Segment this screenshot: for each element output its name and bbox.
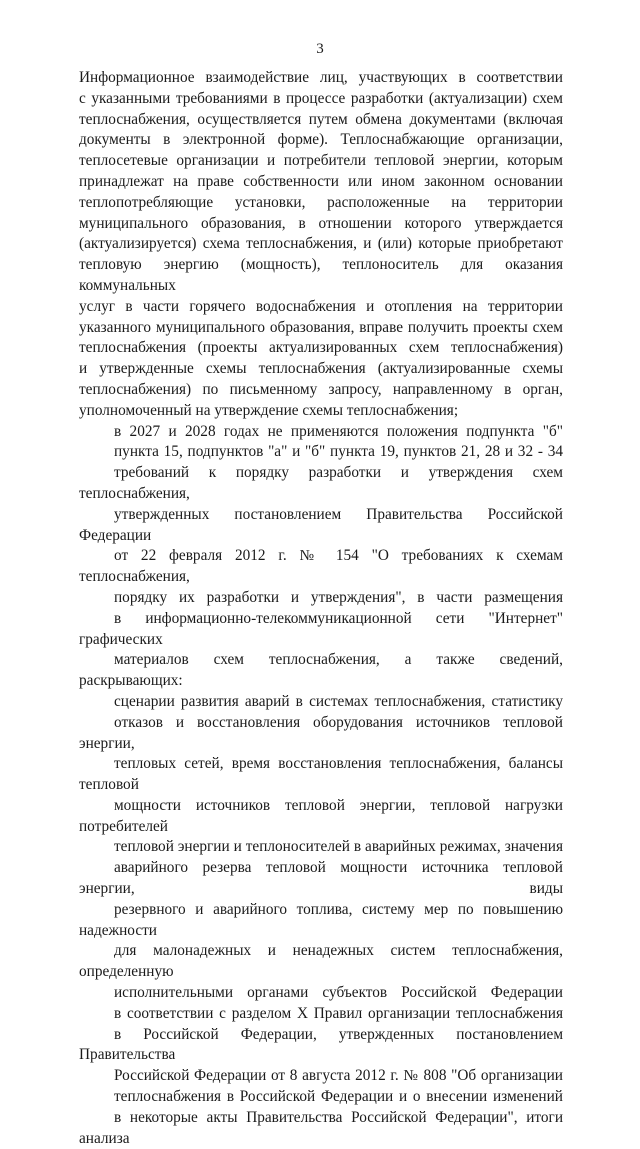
text-line: теплоснабжения, осуществляется путем обмена документами (включая — [79, 110, 563, 128]
text-line: (актуализируется) схема теплоснабжения, и (или) которые приобретают — [79, 235, 563, 253]
text-line: Российской Федерации от 8 августа 2012 г. № 808 "Об организации — [114, 1067, 563, 1085]
text-line: услуг в части горячего водоснабжения и отопления на территории — [79, 297, 563, 315]
text-line: теплоснабжения (проекты актуализированных схем теплоснабжения) — [79, 339, 563, 357]
text-line: и утвержденные схемы теплоснабжения (актуализированные схемы — [79, 360, 563, 378]
text-line: теплосетевые организации и потребители тепловой энергии, которым — [79, 152, 563, 170]
text-line: в 2027 и 2028 годах не применяются положения подпункта "б" — [114, 422, 563, 440]
text-line: в информационно-телекоммуникационной сети "Интернет" графических — [79, 609, 563, 648]
text-line: аварийного резерва тепловой мощности источника тепловой энергии, виды — [79, 859, 563, 898]
text-line: пункта 15, подпунктов "а" и "б" пункта 19, пунктов 21, 28 и 32 - 34 — [114, 443, 563, 461]
text-line: Информационное взаимодействие лиц, участвующих в соответствии — [79, 69, 563, 86]
paragraph-accident-scenarios — [79, 692, 563, 1149]
text-line: мощности источников тепловой энергии, тепловой нагрузки потребителей — [79, 796, 563, 835]
text-line: в некоторые акты Правительства Российской Федерации", итоги анализа — [79, 1108, 563, 1147]
text-line: с указанными требованиями в процессе разработки (актуализации) схем — [79, 89, 563, 107]
text-line: теплопотребляющие установки, расположенные на территории — [79, 193, 563, 211]
page-number: 3 — [316, 41, 324, 57]
text-line: в соответствии с разделом X Правил организации теплоснабжения — [114, 1004, 563, 1022]
text-line: теплоснабжения) по письменному запросу, направленному в орган, — [79, 380, 563, 398]
text-line: резервного и аварийного топлива, систему мер по повышению надежности — [79, 900, 563, 939]
text-line: требований к порядку разработки и утверждения схем теплоснабжения, — [79, 464, 563, 502]
text-line: материалов схем теплоснабжения, а также сведений, раскрывающих: — [79, 651, 563, 690]
text-line: тепловых сетей, время восстановления теплоснабжения, балансы тепловой — [79, 755, 563, 794]
text-line: для малонадежных и ненадежных систем теплоснабжения, определенную — [79, 942, 563, 981]
text-line: порядку их разработки и утверждения", в части размещения — [114, 588, 563, 606]
paragraph-information-exchange — [79, 68, 563, 422]
text-line: муниципального образования, в отношении которого утверждается — [79, 214, 563, 232]
text-line: от 22 февраля 2012 г. № 154 "О требованиях к схемам теплоснабжения, — [79, 547, 563, 586]
document-body — [79, 68, 563, 1149]
text-line: принадлежат на праве собственности или ином законном основании — [79, 172, 563, 190]
text-line: уполномоченный на утверждение схемы теплоснабжения; — [79, 401, 459, 419]
text-line: указанного муниципального образования, вправе получить проекты схем — [79, 318, 563, 336]
text-line: сценарии развития аварий в системах теплоснабжения, статистику — [114, 692, 563, 710]
text-line: утвержденных постановлением Правительства Российской Федерации — [79, 505, 563, 544]
text-line: тепловой энергии и теплоносителей в аварийных режимах, значения — [114, 838, 563, 856]
text-line: тепловую энергию (мощность), теплоноситель для оказания коммунальных — [79, 256, 563, 294]
text-line: документы в электронной форме). Теплоснабжающие организации, — [79, 131, 563, 149]
text-line: исполнительными органами субъектов Российской Федерации — [114, 984, 563, 1002]
text-line: теплоснабжения в Российской Федерации и о внесении изменений — [114, 1088, 563, 1106]
paragraph-2027-2028-exemption — [79, 422, 563, 692]
text-line: в Российской Федерации, утвержденных постановлением Правительства — [79, 1025, 563, 1064]
text-line: отказов и восстановления оборудования источников тепловой энергии, — [79, 713, 563, 752]
